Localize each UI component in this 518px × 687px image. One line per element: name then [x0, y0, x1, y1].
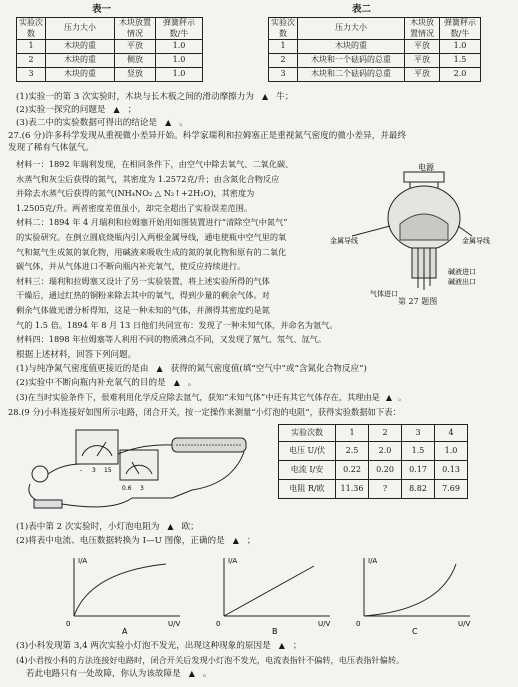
table-row	[269, 54, 481, 68]
power-supply-icon	[404, 172, 444, 182]
cell: 侧放	[115, 54, 156, 68]
table-header: 4	[435, 425, 468, 442]
axis-label: U/V	[458, 620, 471, 628]
table-row	[269, 40, 481, 54]
cell: 3	[269, 68, 298, 82]
cell: 1.5	[402, 442, 435, 461]
alkali-out-label: 碱液出口	[448, 278, 476, 286]
q27-text: 。	[187, 378, 197, 388]
graph-b[interactable]	[216, 557, 330, 636]
cell: 0.22	[336, 461, 369, 480]
cell: 2.5	[336, 442, 369, 461]
q28-answer-4b	[26, 669, 211, 680]
cell: 1.0	[156, 54, 203, 68]
answer-blank[interactable]: ▲	[261, 92, 269, 101]
cell: 0.17	[402, 461, 435, 480]
q27-text: (3)在当时实验条件下，很难利用化学反应除去氩气，获知“未知气体”中还有其它气体存在，其理由是	[16, 392, 380, 402]
q28-text: 若此电路只有一处故障，你认为该故障是	[26, 669, 181, 679]
axis-label: I/A	[78, 557, 88, 565]
voltmeter-icon	[76, 430, 118, 464]
q28-data-table	[278, 424, 468, 499]
q26-text: (2)实验一探究的问题是	[16, 105, 106, 115]
table2-header: 弹簧秤示数/牛	[440, 18, 481, 40]
q28-answer-1	[16, 522, 199, 533]
cell: 平放	[405, 40, 440, 54]
cell: 木块和一个砝码的总重	[298, 54, 405, 68]
table-row	[17, 40, 203, 54]
gas-in-label: 气体进口	[370, 290, 398, 298]
meter-label: 3	[92, 467, 96, 474]
table2-header: 木块放置情况	[405, 18, 440, 40]
q26-line-2	[16, 105, 136, 116]
material-1: 1.2505克/升。两者密度差值虽小，却完全超出了实验误差范围。	[16, 202, 253, 213]
answer-blank[interactable]: ▲	[156, 364, 163, 373]
answer-blank[interactable]: ▲	[232, 536, 239, 545]
cell: 7.69	[435, 480, 468, 499]
cell: 平放	[405, 68, 440, 82]
battery-icon	[34, 500, 62, 508]
answer-blank[interactable]: ▲	[188, 669, 195, 678]
origin-label: 0	[66, 620, 71, 628]
cell: 11.36	[336, 480, 369, 499]
q27-answer-3	[16, 392, 406, 404]
q26-text: 。	[179, 118, 188, 128]
cell: 木块的重	[298, 40, 405, 54]
q27-text: (1)与纯净氮气密度值更接近的是由	[16, 364, 149, 374]
q27-text: 。	[398, 392, 407, 402]
q26-line-3	[16, 118, 188, 129]
cell: 3	[17, 68, 46, 82]
cell: 电阻 R/欧	[279, 480, 336, 499]
meter-label: -	[80, 467, 83, 474]
answer-blank[interactable]: ▲	[278, 641, 285, 650]
graph-curve	[364, 564, 456, 616]
answer-blank[interactable]: ▲	[173, 378, 180, 387]
pointer-line	[458, 226, 472, 236]
table2	[268, 17, 481, 82]
cell: 2.0	[369, 442, 402, 461]
cell: 电流 I/安	[279, 461, 336, 480]
q27-prompt: 根据上述材料，回答下列问题。	[16, 350, 137, 360]
q27-heading: 27.(6 分)许多科学发现从重视微小差异开始。科学家瑞利和拉姆塞正是重视氮气密度的微小差异，并最终	[8, 131, 407, 141]
cell: 木块的重	[46, 68, 115, 82]
meter-label: 15	[104, 467, 112, 474]
cell: 平放	[115, 40, 156, 54]
wire-right-label: 金属导线	[462, 237, 490, 245]
meter-label: 0.6	[122, 485, 132, 492]
cell: 1.0	[156, 40, 203, 54]
material-3: 干燥后，通过红热的铜粉来除去其中的氧气，得到少量的剩余气体。对	[16, 290, 270, 301]
q27-answer-2	[16, 378, 196, 389]
q27-answer-1	[16, 364, 367, 375]
cell: 1.5	[440, 54, 481, 68]
table-header: 实验次数	[279, 425, 336, 442]
table-header: 3	[402, 425, 435, 442]
material-1: 水蒸气和灰尘后获得的氮气，其密度为 1.2572克/升；由含氮化合物反应	[16, 173, 280, 184]
cell: 1	[17, 40, 46, 54]
table-header: 2	[369, 425, 402, 442]
material-3: 气的 1.5 倍。1894 年 8 月 13 日他们共同宣布：发现了一种未知气体，并命名为氩气。	[16, 319, 338, 330]
q27-apparatus-figure	[330, 150, 510, 298]
cell: 竖放	[115, 68, 156, 82]
cell: 1	[269, 40, 298, 54]
q28-text: ；	[246, 536, 256, 546]
table2-title: 表二	[352, 4, 372, 15]
q28-text: (3)小科发现第 3,4 两次实验小灯泡不发光，出现这种现象的原因是	[16, 641, 271, 651]
table1-header: 弹簧秤示数/牛	[156, 18, 203, 40]
cell: 1.0	[435, 442, 468, 461]
graph-a[interactable]	[66, 557, 180, 636]
material-3: 材料三：瑞利和拉姆塞又设计了另一实验装置，将上述实验所得的气体	[16, 275, 270, 286]
q28-answer-4: (4)小君按小科的方法连接好电路时，闭合开关后发现小灯泡不发光，电流表指针不偏转，电压表指针偏转。	[16, 655, 405, 665]
q28-text: ；	[292, 641, 302, 651]
q28-answer-2	[16, 536, 256, 547]
graph-curve	[74, 564, 166, 616]
axis-label: I/A	[368, 557, 378, 565]
bulb-icon	[32, 466, 48, 482]
iu-graphs	[60, 552, 480, 636]
table-row	[279, 425, 468, 442]
q28-text: 。	[202, 669, 212, 679]
table1-header: 压力大小	[46, 18, 115, 40]
meter-label: 3	[140, 485, 144, 492]
cell: 2.0	[440, 68, 481, 82]
table1-header: 木块放置情况	[115, 18, 156, 40]
q28-text: (1)表中第 2 次实验时，小灯泡电阻为	[16, 522, 160, 532]
q27-text: 获得的氮气密度值(填“空气中”或“含氮化合物反应”)	[170, 364, 367, 374]
q26-text: (3)表二中的实验数据可得出的结论是	[16, 118, 158, 128]
graph-line	[224, 566, 314, 616]
q26-text: 牛；	[276, 92, 294, 102]
axis-label: U/V	[318, 620, 331, 628]
graph-letter: A	[122, 627, 128, 636]
material-2: 材料二：1894 年 4 月瑞利和拉姆塞开始用如图装置进行“清除空气中氮气”	[16, 217, 288, 228]
origin-label: 0	[216, 620, 221, 628]
q28-answer-3	[16, 641, 302, 652]
cell: 木块的重	[46, 54, 115, 68]
q27-text: (2)实验中不断向瓶内补充氧气的目的是	[16, 378, 166, 388]
q28-heading: 28.(9 分)小科连接好如图所示电路，闭合开关，按一定操作来测量“小灯泡的电阻”，获得实验数据如下表：	[8, 407, 401, 417]
table-header: 1	[336, 425, 369, 442]
table-row	[17, 54, 203, 68]
table-row	[17, 68, 203, 82]
power-label: 电源	[418, 163, 434, 172]
origin-label: 0	[356, 620, 361, 628]
q26-line-1	[16, 92, 293, 103]
material-3: 剩余气体做光谱分析得知，这是一种未知的气体，并测得其密度约是氮	[16, 304, 270, 315]
q27-heading-2: 发现了稀有气体氩气。	[8, 143, 94, 153]
cell: ?	[369, 480, 402, 499]
table-row	[279, 461, 468, 480]
table-row	[279, 480, 468, 499]
q26-text: ；	[127, 105, 137, 115]
cell: 0.13	[435, 461, 468, 480]
material-2: 碳气体，并从气体进口不断向瓶内补充氧气，使反应持续进行。	[16, 261, 246, 272]
material-1: 并除去水蒸气后获得的氮气(NH₄NO₂ △ N₂↑+2H₂O)，其密度为	[16, 188, 255, 199]
answer-blank[interactable]: ▲	[165, 118, 172, 127]
answer-blank[interactable]: ▲	[167, 522, 174, 531]
q28-text: 欧；	[181, 522, 199, 532]
cell: 1.0	[156, 68, 203, 82]
alkali-in-label: 碱液进口	[448, 268, 476, 276]
material-2: 的实验研究。在倒立圆底烧瓶内引入两根金属导线，通电使瓶中空气里的氧	[16, 231, 287, 242]
cell: 8.82	[402, 480, 435, 499]
wire-left-label: 金属导线	[330, 237, 358, 245]
table-row	[269, 68, 481, 82]
cell: 平放	[405, 54, 440, 68]
axis-label: I/A	[228, 557, 238, 565]
cell: 木块的重	[46, 40, 115, 54]
pointer-line	[352, 226, 390, 236]
q28-circuit-figure	[22, 424, 252, 514]
material-4: 材料四：1898 年拉姆塞等人利用不同的物质沸点不同，又发现了氪气、氖气、氙气。	[16, 334, 327, 345]
table2-header: 压力大小	[298, 18, 405, 40]
q26-text: (1)实验一的第 3 次实验时，木块与长木板之间的滑动摩擦力为	[16, 92, 254, 102]
answer-blank[interactable]: ▲	[385, 393, 393, 402]
q28-text: (2)将表中电流、电压数据转换为 I—U 图像，正确的是	[16, 536, 225, 546]
q27-figure-caption: 第 27 题图	[398, 297, 438, 306]
graph-letter: B	[272, 627, 278, 636]
cell: 1.0	[440, 40, 481, 54]
material-1: 材料一：1892 年瑞利发现，在相同条件下，由空气中除去氧气、二氧化碳、	[16, 159, 294, 169]
answer-blank[interactable]: ▲	[113, 105, 120, 114]
cell: 电压 U/伏	[279, 442, 336, 461]
table2-header: 实验次数	[269, 18, 298, 40]
table1-header: 实验次数	[17, 18, 46, 40]
graph-letter: C	[412, 627, 418, 636]
cell: 0.20	[369, 461, 402, 480]
axis-label: U/V	[168, 620, 181, 628]
table-row	[279, 442, 468, 461]
cell: 2	[17, 54, 46, 68]
table1-title: 表一	[92, 4, 112, 15]
q27-materials	[16, 157, 338, 347]
cell: 木块和二个砝码的总重	[298, 68, 405, 82]
graph-c[interactable]	[356, 557, 470, 636]
cell: 2	[269, 54, 298, 68]
material-2: 气和氮气生成氮的氧化物，用碱液来吸收生成的氮的氧化物和原有的二氧化	[16, 246, 287, 257]
table1	[16, 17, 203, 82]
